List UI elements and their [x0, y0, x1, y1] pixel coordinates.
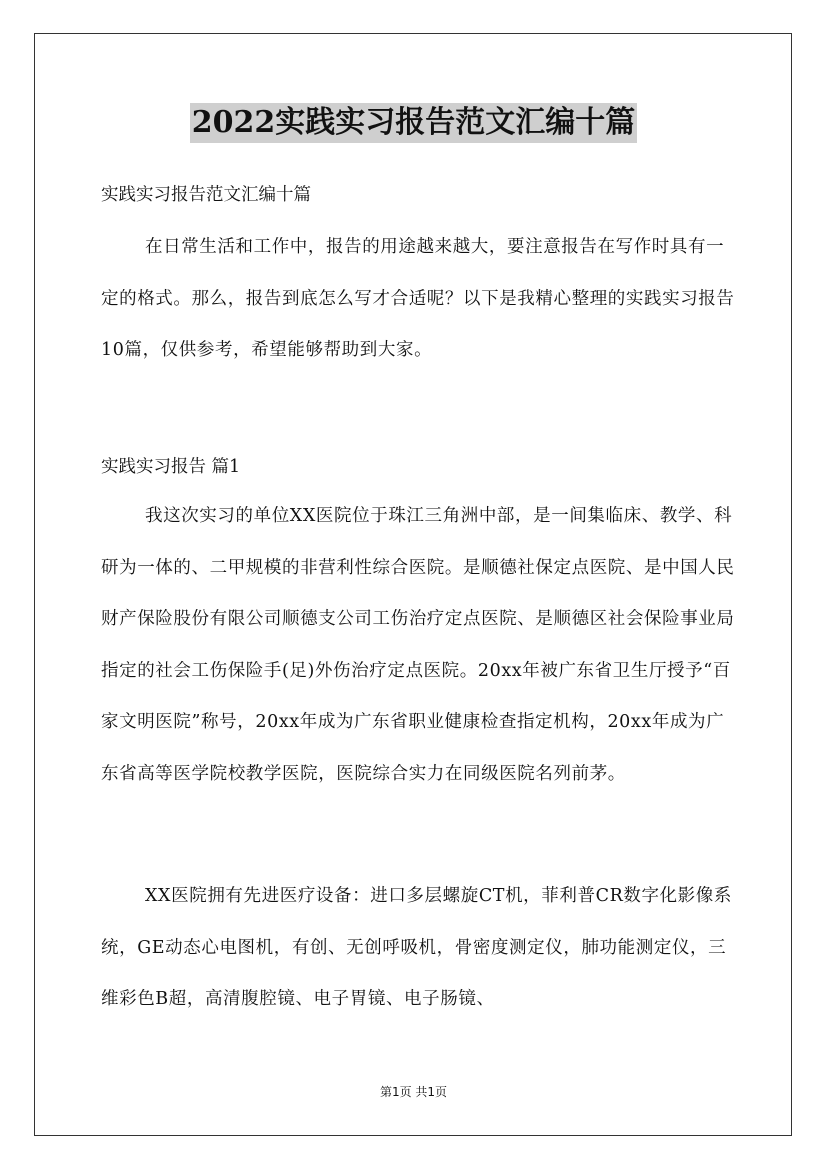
document-title	[0, 102, 827, 143]
section-heading: 实践实习报告 篇1	[101, 457, 241, 477]
section-paragraph: 我这次实习的单位XX医院位于珠江三角洲中部，是一间集临床、教学、科研为一体的、二甲规模的非营利性综合医院。是顺德社保定点医院、是中国人民财产保险股份有限公司顺德支公司工伤治疗定点医院、是顺德区社会保险事业局指定的社会工伤保险手(足)外伤治疗定点医院。20xx年被广东省卫生厅授予“百家文明医院”称号，20xx年成为广东省职业健康检查指定机构，20xx年成为广东省高等医学院校教学医院，医院综合实力在同级医院名列前茅。	[101, 506, 735, 784]
page-footer: 第1页 共1页	[379, 1085, 448, 1099]
intro-paragraph: 在日常生活和工作中，报告的用途越来越大，要注意报告在写作时具有一定的格式。那么，报告到底怎么写才合适呢？以下是我精心整理的实践实习报告10篇，仅供参考，希望能够帮助到大家。	[101, 237, 735, 360]
section-paragraph: XX医院拥有先进医疗设备：进口多层螺旋CT机，菲利普CR数字化影像系统，GE动态心电图机，有创、无创呼吸机，骨密度测定仪，肺功能测定仪，三维彩色B超，高清腹腔镜、电子胃镜、电子肠镜、	[101, 886, 732, 1009]
document-title-text: 2022实践实习报告范文汇编十篇	[190, 103, 638, 143]
document-subtitle: 实践实习报告范文汇编十篇	[101, 185, 311, 205]
